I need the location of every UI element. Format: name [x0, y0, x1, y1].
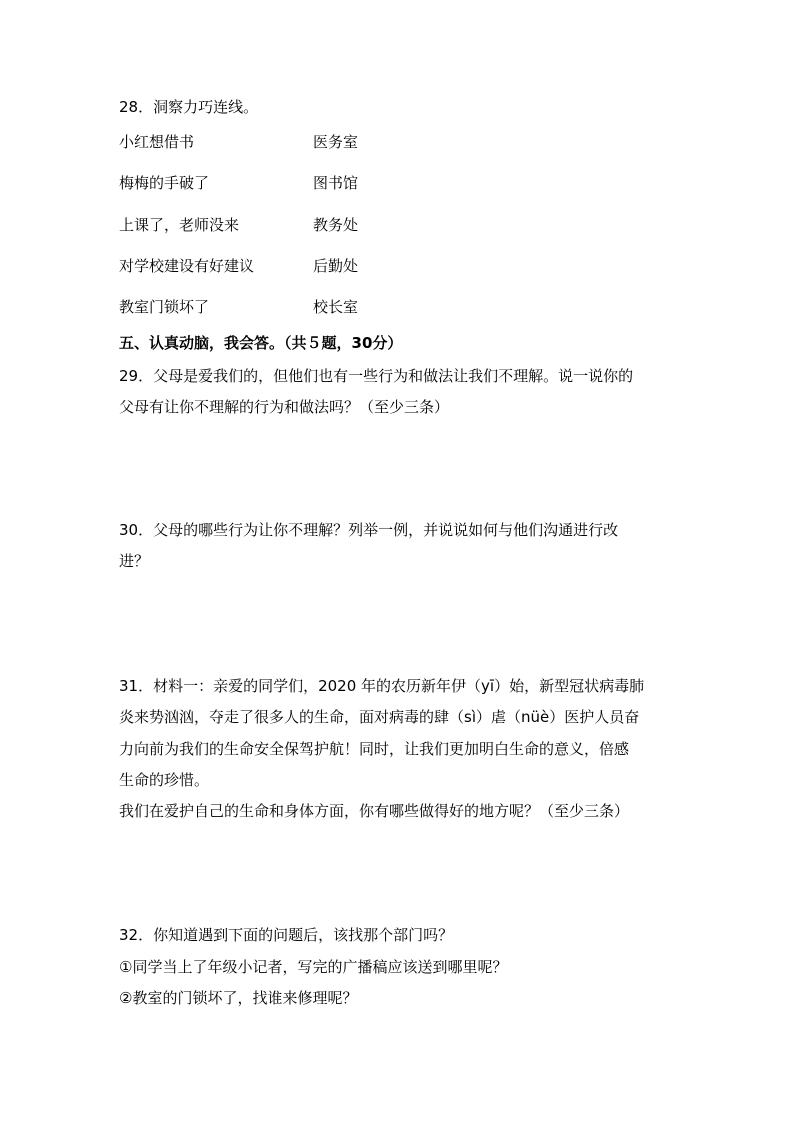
matching-right-item: 后勤处 [313, 257, 359, 275]
question-29-line: 29．父母是爱我们的，但他们也有一些行为和做法让我们不理解。说一说你的 [119, 367, 634, 385]
section-heading: 五、认真动脑，我会答。（共５题，30分） [119, 334, 403, 352]
question-31-line: 力向前为我们的生命安全保驾护航！同时，让我们更加明白生命的意义，倍感 [119, 740, 630, 758]
question-32-title: 32．你知道遇到下面的问题后，该找那个部门吗？ [119, 926, 454, 944]
question-31-prompt: 我们在爱护自己的生命和身体方面，你有哪些做得好的地方呢？（至少三条） [119, 802, 630, 820]
matching-right-item: 图书馆 [313, 174, 359, 192]
matching-left-item: 对学校建设有好建议 [119, 257, 255, 275]
matching-right-item: 校长室 [313, 298, 359, 316]
matching-row [0, 297, 794, 317]
matching-right-item: 医务室 [313, 133, 359, 151]
question-28-title: 28．洞察力巧连线。 [119, 98, 259, 116]
matching-row [0, 256, 794, 276]
question-29-line: 父母有让你不理解的行为和做法吗？（至少三条） [119, 398, 450, 416]
matching-row [0, 215, 794, 235]
question-30-line: 进？ [119, 552, 150, 570]
matching-right-item: 教务处 [313, 216, 359, 234]
matching-left-item: 梅梅的手破了 [119, 174, 210, 192]
question-31-line: 31．材料一：亲爱的同学们，2020 年的农历新年伊（yī）始，新型冠状病毒肺 [119, 677, 645, 695]
question-32-item: ①同学当上了年级小记者，写完的广播稿应该送到哪里呢？ [119, 958, 508, 976]
question-31-line: 生命的珍惜。 [119, 771, 210, 789]
matching-row [0, 173, 794, 193]
matching-left-item: 上课了，老师没来 [119, 216, 240, 234]
question-31-line: 炎来势汹汹，夺走了很多人的生命，面对病毒的肆（sì）虐（nüè）医护人员奋 [119, 708, 640, 726]
matching-left-item: 小红想借书 [119, 133, 195, 151]
matching-left-item: 教室门锁坏了 [119, 298, 210, 316]
matching-row [0, 132, 794, 152]
question-30-line: 30．父母的哪些行为让你不理解？列举一例，并说说如何与他们沟通进行改 [119, 521, 619, 539]
question-32-item: ②教室的门锁坏了，找谁来修理呢？ [119, 989, 358, 1007]
